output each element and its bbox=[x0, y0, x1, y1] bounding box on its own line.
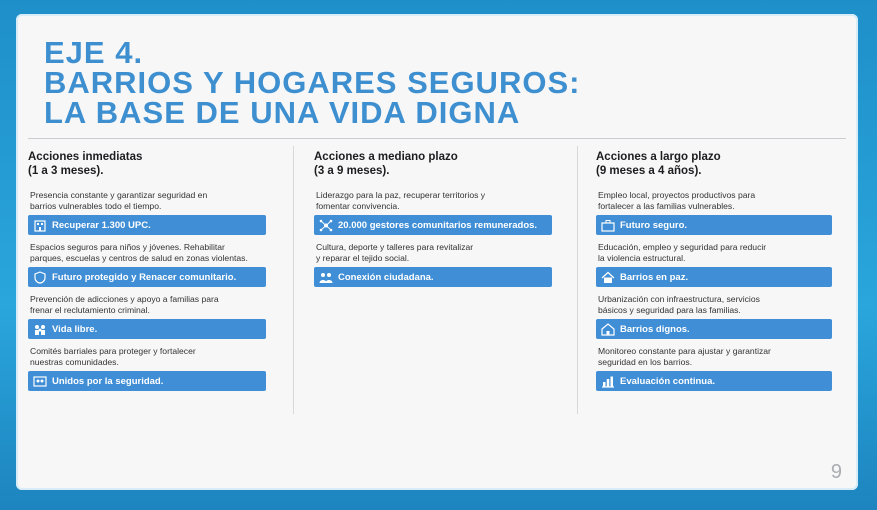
column-title: Acciones inmediatas (1 a 3 meses). bbox=[28, 151, 143, 177]
action-description: Espacios seguros para niños y jóvenes. Rehabilitar parques, escuelas y centros de salud en zonas violentas. bbox=[30, 242, 248, 263]
action-item bbox=[28, 242, 280, 287]
action-label: Barrios dignos. bbox=[596, 319, 832, 339]
action-description: Cultura, deporte y talleres para revitalizar y reparar el tejido social. bbox=[316, 242, 474, 263]
title-divider bbox=[28, 138, 846, 139]
action-label: Recuperar 1.300 UPC. bbox=[28, 215, 266, 235]
action-description: Urbanización con infraestructura, servicios básicos y seguridad para las familias. bbox=[598, 294, 760, 315]
action-label: Unidos por la seguridad. bbox=[28, 371, 266, 391]
community-icon bbox=[32, 374, 48, 388]
title-line-3: LA BASE DE UNA VIDA DIGNA bbox=[44, 95, 521, 130]
action-item bbox=[314, 242, 566, 287]
title-line-2: BARRIOS Y HOGARES SEGUROS: bbox=[44, 65, 581, 100]
action-description: Presencia constante y garantizar seguridad en barrios vulnerables todo el tiempo. bbox=[30, 190, 208, 211]
action-description: Empleo local, proyectos productivos para fortalecer a las familias vulnerables. bbox=[598, 190, 756, 211]
action-item bbox=[596, 294, 848, 339]
column-inmediatas bbox=[28, 150, 280, 398]
building-icon bbox=[32, 218, 48, 232]
action-description: Comités barriales para proteger y fortalecer nuestras comunidades. bbox=[30, 346, 196, 367]
action-item bbox=[596, 242, 848, 287]
family-icon bbox=[32, 322, 48, 336]
action-label: Barrios en paz. bbox=[596, 267, 832, 287]
action-description: Liderazgo para la paz, recuperar territorios y fomentar convivencia. bbox=[316, 190, 486, 211]
action-item bbox=[28, 190, 280, 235]
action-description: Monitoreo constante para ajustar y garantizar seguridad en los barrios. bbox=[598, 346, 771, 367]
action-description: Prevención de adicciones y apoyo a familias para frenar el reclutamiento criminal. bbox=[30, 294, 219, 315]
column-divider bbox=[577, 146, 578, 414]
slide bbox=[16, 14, 858, 490]
column-title: Acciones a largo plazo (9 meses a 4 años). bbox=[596, 151, 721, 177]
network-icon bbox=[318, 218, 334, 232]
action-label: Futuro protegido y Renacer comunitario. bbox=[28, 267, 266, 287]
action-item bbox=[596, 190, 848, 235]
column-largo-plazo bbox=[596, 150, 848, 398]
chart-icon bbox=[600, 374, 616, 388]
home-icon bbox=[600, 322, 616, 336]
house-icon bbox=[600, 270, 616, 284]
action-label: Conexión ciudadana. bbox=[314, 267, 552, 287]
title-line-1: EJE 4. bbox=[44, 35, 144, 70]
people-icon bbox=[318, 270, 334, 284]
shield-icon bbox=[32, 270, 48, 284]
action-description: Educación, empleo y seguridad para reducir la violencia estructural. bbox=[598, 242, 767, 263]
action-item bbox=[596, 346, 848, 391]
action-item bbox=[28, 346, 280, 391]
column-divider bbox=[293, 146, 294, 414]
action-label: 20.000 gestores comunitarios remunerados. bbox=[314, 215, 552, 235]
column-mediano-plazo bbox=[314, 150, 566, 294]
column-title: Acciones a mediano plazo (3 a 9 meses). bbox=[314, 151, 458, 177]
page-number: 9 bbox=[830, 461, 842, 483]
briefcase-icon bbox=[600, 218, 616, 232]
action-label: Vida libre. bbox=[28, 319, 266, 339]
action-item bbox=[314, 190, 566, 235]
slide-title bbox=[44, 35, 581, 130]
action-label: Evaluación continua. bbox=[596, 371, 832, 391]
action-item bbox=[28, 294, 280, 339]
action-label: Futuro seguro. bbox=[596, 215, 832, 235]
